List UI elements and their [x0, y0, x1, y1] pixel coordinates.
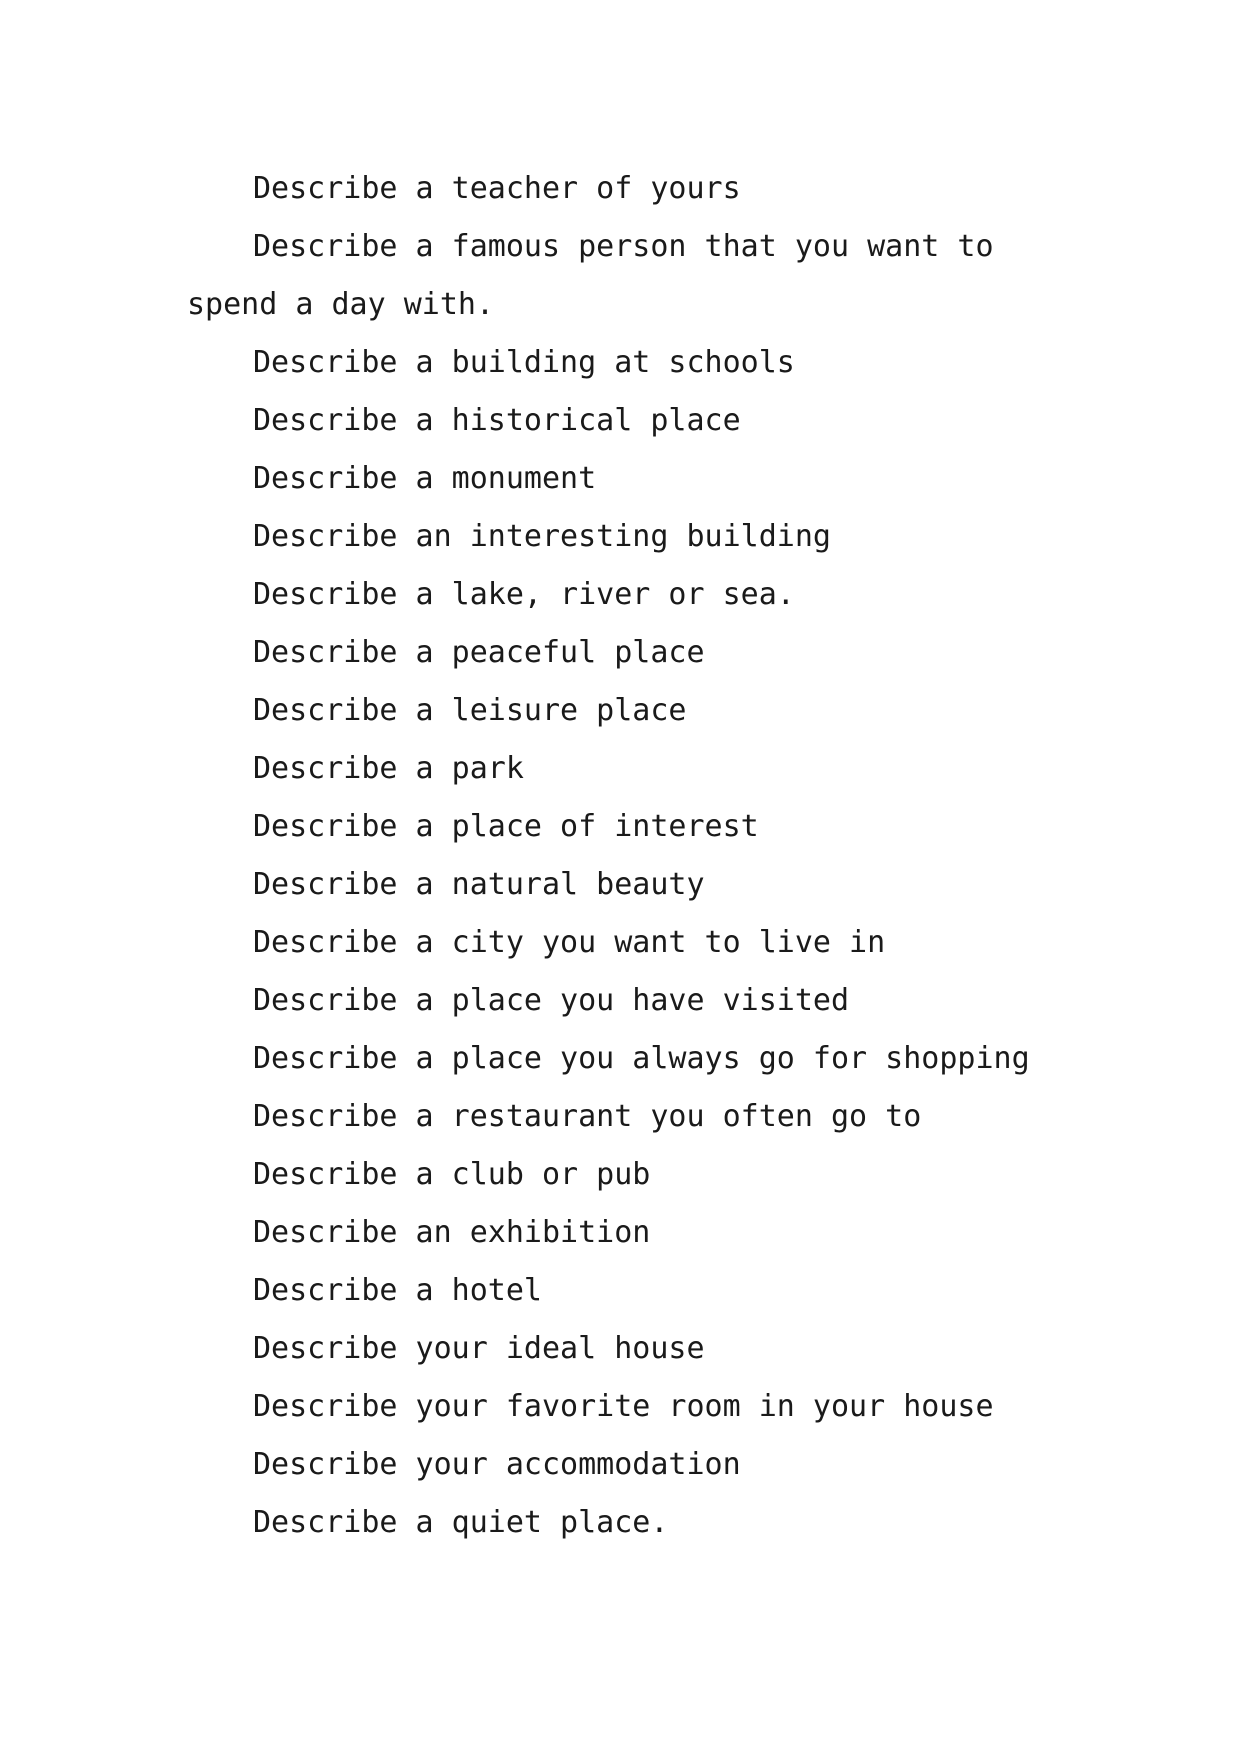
- topic-line: Describe a place you have visited: [253, 983, 850, 1018]
- topic-list: [187, 160, 1067, 1552]
- topic-line: Describe a monument: [253, 461, 597, 496]
- topic-line: Describe a club or pub: [253, 1157, 651, 1192]
- topic-line: Describe an exhibition: [253, 1215, 651, 1250]
- topic-line: Describe a leisure place: [253, 693, 687, 728]
- topic-line: Describe a lake, river or sea.: [253, 577, 795, 612]
- topic-line: Describe a place of interest: [253, 809, 759, 844]
- topic-line: Describe a hotel: [253, 1273, 542, 1308]
- topic-line: Describe a famous person that you want to spend a day with.: [187, 229, 994, 322]
- topic-line: Describe a building at schools: [253, 345, 795, 380]
- topic-line: Describe your accommodation: [253, 1447, 741, 1482]
- topic-line: Describe your favorite room in your house: [253, 1389, 994, 1424]
- topic-line: Describe a peaceful place: [253, 635, 705, 670]
- topic-line: Describe a restaurant you often go to: [253, 1099, 922, 1134]
- topic-line: Describe a city you want to live in: [253, 925, 886, 960]
- topic-line: Describe a quiet place.: [253, 1505, 669, 1540]
- topic-line: Describe a place you always go for shopping: [253, 1041, 1030, 1076]
- topic-line: Describe your ideal house: [253, 1331, 705, 1366]
- topic-line: Describe a natural beauty: [253, 867, 705, 902]
- topic-line: Describe a historical place: [253, 403, 741, 438]
- topic-line: Describe a teacher of yours: [253, 171, 741, 206]
- topic-line: Describe a park: [253, 751, 524, 786]
- topic-line: Describe an interesting building: [253, 519, 831, 554]
